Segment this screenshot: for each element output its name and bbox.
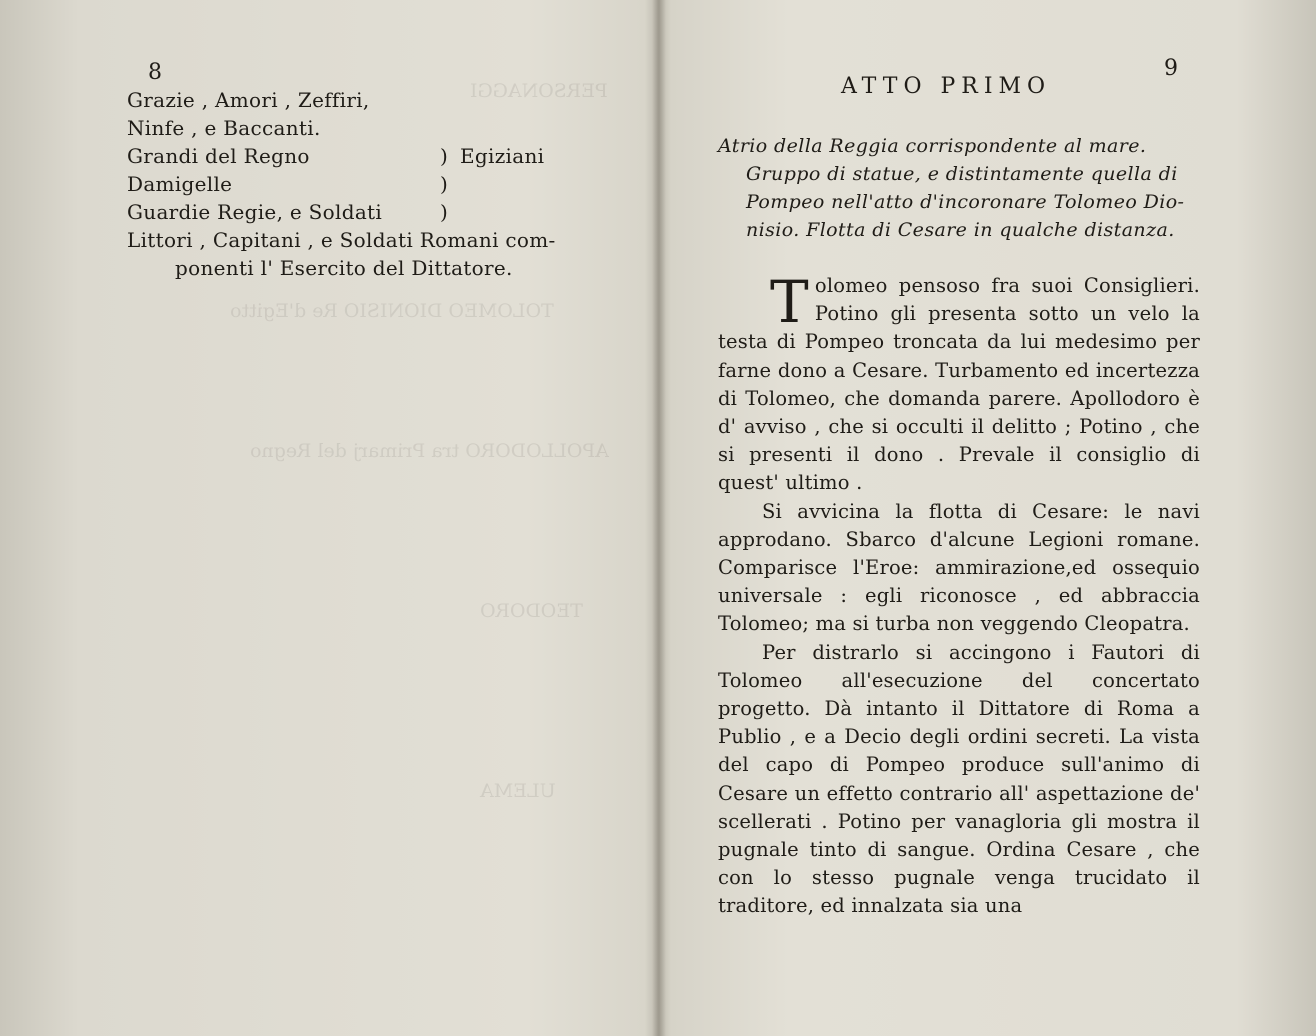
bracket: ) [440, 200, 449, 224]
cast-entry [127, 254, 627, 282]
cast-name: Ninfe , e Baccanti. [127, 116, 321, 140]
show-through-text: ULEMA [480, 780, 556, 802]
setting-line: nisio. Flotta di Cesare in qualche distanza. [746, 219, 1175, 241]
group-label: Egiziani [460, 144, 545, 168]
cast-name: Damigelle [127, 172, 233, 196]
stage-setting [718, 132, 1204, 244]
cast-entry [127, 142, 627, 170]
show-through-text: PERSONAGGI [470, 80, 608, 102]
paragraph: Si avvicina la flotta di Cesare: le navi approdano. Sbarco d'alcune Legioni romane. Comparisce l'Eroe: ammirazione,ed ossequio universale : egli riconosce , ed abbraccia Tolomeo; ma si turba non veggendo Cleopatra. [718, 499, 1200, 636]
setting-line: Pompeo nell'atto d'incoronare Tolomeo Dio- [746, 191, 1185, 213]
cast-name: Guardie Regie, e Soldati [127, 200, 383, 224]
cast-entry [127, 114, 627, 142]
cast-name: ponenti l' Esercito del Dittatore. [175, 256, 513, 280]
right-page [658, 0, 1316, 1036]
cast-entry [127, 86, 627, 114]
cast-entry [127, 170, 627, 198]
bracket: ) [440, 172, 449, 196]
show-through-text: APOLLODORO tra Primarj del Regno [250, 440, 609, 462]
cast-entry [127, 198, 627, 226]
setting-line: Atrio della Reggia corrispondente al mare. [718, 135, 1147, 157]
cast-name: Grandi del Regno [127, 144, 310, 168]
setting-line: Gruppo di statue, e distintamente quella di [746, 163, 1178, 185]
paragraph [718, 268, 1200, 498]
bracket: ) [440, 144, 449, 168]
synopsis-text [718, 268, 1200, 921]
cast-name: Grazie , Amori , Zeffiri, [127, 88, 370, 112]
page-number: 9 [1164, 56, 1178, 81]
drop-cap: T [770, 268, 809, 336]
show-through-text: TOLOMEO DIONISIO Re d'Egitto [230, 300, 554, 322]
cast-name: Littori , Capitani , e Soldati Romani com- [127, 228, 556, 252]
paragraph-text: olomeo pensoso fra suoi Consiglieri. Potino gli presenta sotto un velo la testa di Pompeo troncata da lui medesimo per farne dono a Cesare. Turbamento ed incertezza di Tolomeo, che domanda parere. Apollodoro è d' avviso , che si occulti il delitto ; Potino , che si presenti il dono . Prevale il consiglio di quest' ultimo . [718, 274, 1200, 495]
show-through-text: TEODORO [480, 600, 583, 622]
page-number: 8 [148, 60, 162, 85]
cast-entry [127, 226, 627, 254]
act-title: ATTO PRIMO [841, 74, 1052, 99]
cast-list [127, 86, 627, 282]
paragraph: Per distrarlo si accingono i Fautori di Tolomeo all'esecuzione del concertato progetto. Dà intanto il Dittatore di Roma a Publio , e a Decio degli ordini secreti. La vista del capo di Pompeo produce sull'animo di Cesare un effetto contrario all' aspettazione de' scellerati . Potino per vanagloria gli mostra il pugnale tinto di sangue. Ordina Cesare , che con lo stesso pugnale venga trucidato il traditore, ed innalzata sia una [718, 640, 1200, 918]
